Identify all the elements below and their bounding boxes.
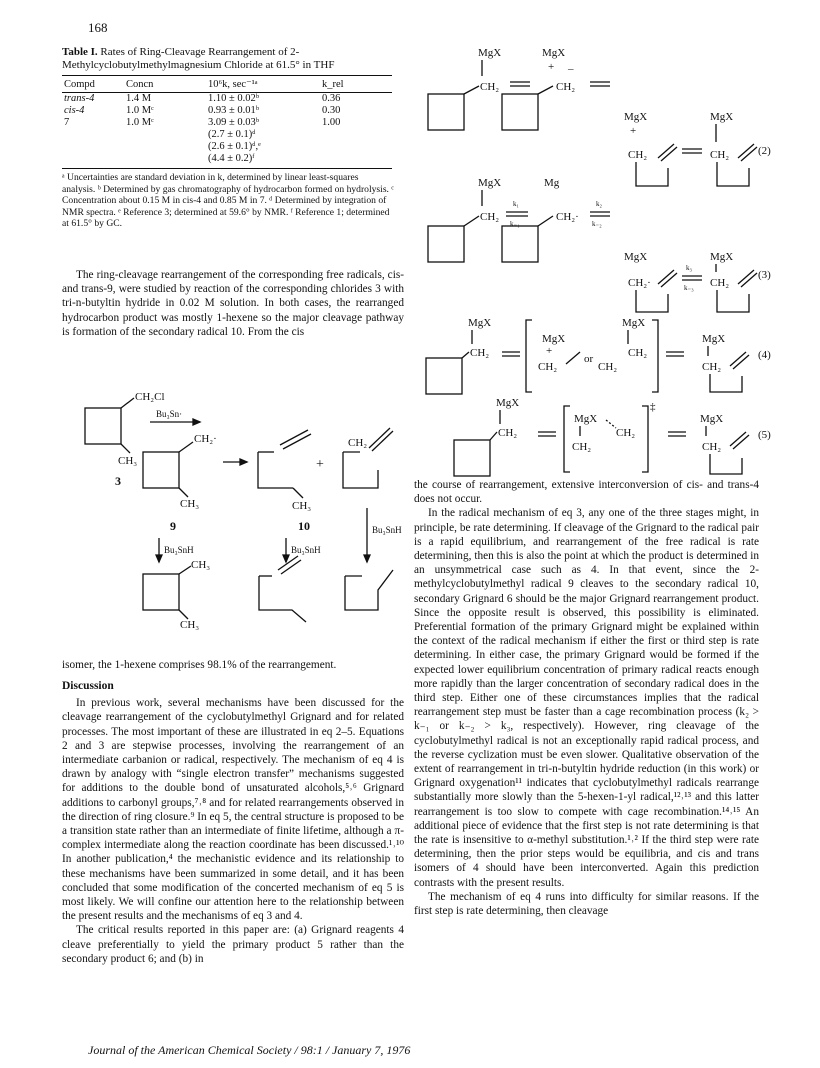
svg-text:MgX: MgX [542, 47, 566, 59]
right-text [414, 478, 759, 918]
plus-sign: + [316, 457, 324, 472]
svg-text:k₂: k₂ [596, 200, 602, 208]
table-header: Concn [124, 76, 206, 93]
left-para-1: The ring-cleavage rearrangement of the corresponding free radicals, cis- and trans-9, were studied by reaction of the corresponding chlorides 3 with tri-n-butyltin hydride in 0.02 M solution. In both cases, the rearranged hydrocarbon product was mostly 1-hexene so the major cleavage pathway is formation of the secondary radical 10. From the cis [62, 269, 404, 338]
svg-text:MgX: MgX [622, 317, 646, 329]
reagent-bu3snh: Bu₃SnH [164, 545, 194, 555]
svg-text:‡: ‡ [650, 401, 656, 413]
eq-number-2: (2) [758, 145, 771, 157]
svg-text:MgX: MgX [700, 413, 724, 425]
svg-text:+: + [630, 125, 637, 137]
ch3-label: CH₃ [292, 500, 312, 512]
svg-text:k₁: k₁ [513, 200, 519, 208]
cyclobutane-ring [428, 226, 464, 262]
right-para-3: The mechanism of eq 4 runs into difficulty for similar reasons. If the first step is rate determining, then cleavage [414, 890, 759, 918]
eq-number-3: (3) [758, 269, 771, 281]
svg-text:CH₂: CH₂ [470, 347, 490, 359]
eq-number-4: (4) [758, 349, 771, 361]
svg-text:CH₂: CH₂ [628, 149, 648, 161]
cyclobutane-ring [426, 358, 462, 394]
eq-number-5: (5) [758, 429, 771, 441]
svg-text:k₋₂: k₋₂ [592, 220, 602, 228]
svg-text:MgX: MgX [574, 413, 598, 425]
svg-text:MgX: MgX [496, 397, 520, 409]
cyclobutane-ring-3 [85, 408, 121, 444]
svg-text:k₃: k₃ [686, 264, 692, 272]
ch3-label: CH₃ [118, 455, 138, 467]
left-text-lower [62, 658, 404, 966]
left-para-4: The critical results reported in this paper are: (a) Grignard reagents 4 cleave preferentially to yield the primary product 5 rather than the secondary product 6; and (b) in [62, 924, 404, 965]
svg-text:CH₂: CH₂ [556, 81, 576, 93]
ch3-label: CH₃ [180, 619, 200, 631]
svg-text:MgX: MgX [624, 251, 648, 263]
table-block [62, 46, 404, 230]
svg-text:CH₂: CH₂ [628, 347, 648, 359]
table-row: cis-4 1.0 Mᶜ 0.93 ± 0.01ᵇ 0.30 [64, 105, 341, 116]
table-header: Compd [62, 76, 124, 93]
cyclobutane-ring-9 [143, 452, 179, 488]
compound-label-9: 9 [170, 519, 176, 533]
svg-text:CH₂·: CH₂· [628, 277, 651, 289]
svg-text:CH₂·: CH₂· [556, 211, 579, 223]
reagent-bu3snh: Bu₃SnH [372, 525, 402, 535]
equation-4 [420, 316, 775, 396]
svg-text:CH₂: CH₂ [616, 427, 636, 439]
cyclobutane-ring [502, 226, 538, 262]
cyclobutane-ring [454, 440, 490, 476]
compound-label-10: 10 [298, 519, 310, 533]
reagent-bu3snh: Bu₃SnH [291, 545, 321, 555]
svg-text:CH₂: CH₂ [498, 427, 518, 439]
journal-footer: Journal of the American Chemical Society / 98:1 / January 7, 1976 [88, 1043, 411, 1057]
radical-scheme [60, 390, 410, 650]
right-para-2: In the radical mechanism of eq 3, any one of the three stages might, in principle, be rate determining. If cleavage of the Grignard to the radical pair is a rapid equilibrium, and rearrangement of the free radical is rate determining, then this is also the point at which the product is determined in an unsymmetrical case such as 4. In that event, since the 2-methylcyclobutylmethyl radical 9 cleaves to the secondary radical 10, secondary Grignard 6 should be the major Grignard rearrangement product. Since the opposite result is observed, this possibility is eliminated. Preferential formation of the primary Grignard might be explained within the context of the radical mechanism if either the first or third step is rate determining. In either case, the primary Grignard would be formed if the expected lower equilibrium concentration of primary radical reacts enough more rapidly than the larger concentration of secondary radical does in the third step. Either one of these circumstances implies that the radical rearrangement step must be faster than a cage recombination process (k₂ > k₋₁ or k₋₂ > k₃, respectively). However, ring cleavage of the cyclobutylmethyl radical is not an exceptionally rapid radical process, and the reverse cyclization must be even slower. Qualitative observation of the extent of rearrangement in tri-n-butyltin hydride reduction (in this work) or Grignard oxygenation¹¹ indicates that cyclobutylmethyl radicals rearrange substantially more slowly than the 5-hexen-1-yl radical,¹²˒¹³ and this latter rearrangement is too slow to compete with cage recombination.¹⁴˒¹⁵ An additional piece of evidence that the first step is not rate determining is that the rate is insensitive to α-methyl substitution.¹˒² If the third step were rate determining, then the prior steps would be equilibria, and cis and trans isomers of 4 should have been interconverted. Again this prediction contrasts with the present results. [414, 507, 759, 889]
svg-text:–: – [568, 63, 574, 75]
table-row: (4.4 ± 0.2)ᶠ [62, 153, 392, 169]
svg-text:MgX: MgX [702, 333, 726, 345]
equation-3 [420, 176, 775, 316]
svg-text:CH₂: CH₂ [702, 441, 722, 453]
left-para-3: In previous work, several mechanisms have been discussed for the cleavage rearrangement of the cyclobutylmethyl Grignard and for related processes. The most important of these are illustrated in eq 2–5. Equations 2 and 3 are stepwise processes, involving the rearrangement of an intermediate carbanion or radical, respectively. The mechanism of eq 4 is drawn by analogy with “single electron transfer” mechanisms suggested for additions to the double bond of unsaturated alcohols,⁵˒⁶ Grignard additions to carbonyl groups,⁷˒⁸ and for related rearrangements observed in the direction of ring closure.⁹ In eq 5, the central structure is proposed to be a transition state rather than an intermediate of finite lifetime, although a π-complex intermediate along the reaction coordinate has been discussed.¹˒¹⁰ In another publication,⁴ the mechanistic evidence and its relationship to these mechanisms have been summarized in some detail, and it has been concluded that some modification of the concerted mechanism of eq 5 is most likely. We will confine our attention here to the relationship between the present results and the mechanisms of eq 3 and 4. [62, 697, 404, 923]
svg-text:CH₂: CH₂ [598, 361, 618, 373]
cyclobutane-product [143, 574, 179, 610]
svg-text:MgX: MgX [710, 111, 734, 123]
table-row: 7 1.0 Mᶜ 3.09 ± 0.03ᵇ 1.00 [64, 117, 341, 128]
svg-text:MgX: MgX [624, 111, 648, 123]
ch2-radical-label: CH₂· [194, 433, 217, 445]
table-title: Table I. Rates of Ring-Cleavage Rearrangement of 2-Methylcyclobutylmethylmagnesium Chloride at 61.5° in THF [62, 46, 335, 71]
cyclobutane-ring [428, 94, 464, 130]
svg-text:MgX: MgX [710, 251, 734, 263]
rates-table [62, 75, 392, 169]
svg-text:CH₂: CH₂ [480, 81, 500, 93]
table-row: (2.7 ± 0.1)ᵈ [208, 129, 256, 140]
left-para-2: isomer, the 1-hexene comprises 98.1% of the rearrangement. [62, 659, 337, 671]
svg-text:MgX: MgX [478, 47, 502, 59]
right-para-1: the course of rearrangement, extensive interconversion of cis- and trans-4 does not occur. [414, 479, 759, 506]
table-footnote: ᵃ Uncertainties are standard deviation in k, determined by linear least-squares analysis. ᵇ Determined by gas chromatography of hydrocarbon formed on hydrolysis. ᶜ Concentration about 0.15 M in cis-4 and 0.85 M in 7. ᵈ Determined by integration of NMR spectra. ᵉ Reference 3; determined at 59.6° by NMR. ᶠ Reference 1; determined at 61.5° by GC. [62, 172, 394, 230]
ch3-label: CH₃ [180, 498, 200, 510]
table-header: k_rel [320, 76, 392, 93]
ch2-label: CH₂ [348, 437, 368, 449]
svg-text:MgX: MgX [478, 177, 502, 189]
svg-text:CH₂: CH₂ [710, 149, 730, 161]
svg-text:CH₂: CH₂ [480, 211, 500, 223]
svg-text:CH₂: CH₂ [538, 361, 558, 373]
svg-text:MgX: MgX [468, 317, 492, 329]
page-number: 168 [88, 20, 108, 35]
cyclobutane-ring [502, 94, 538, 130]
ch3-label: CH₃ [191, 559, 211, 571]
reagent-bu3sn: Bu₃Sn· [156, 409, 183, 419]
ch2cl-label: CH₂Cl [135, 391, 165, 403]
svg-text:+: + [548, 61, 555, 73]
table-row: trans-4 1.4 M 1.10 ± 0.02ᵇ 0.36 [64, 93, 341, 104]
equation-5 [420, 396, 775, 478]
section-heading: Discussion [62, 680, 114, 693]
svg-text:+: + [546, 345, 553, 357]
compound-label-3: 3 [115, 474, 121, 488]
svg-text:CH₂: CH₂ [702, 361, 722, 373]
svg-text:MgX: MgX [542, 333, 566, 345]
equation-2 [420, 46, 775, 191]
svg-text:k₋₁: k₋₁ [510, 220, 520, 228]
svg-text:k₋₃: k₋₃ [684, 284, 694, 292]
table-header: 10⁶k, sec⁻¹ᵃ [206, 76, 320, 93]
svg-text:or: or [584, 353, 594, 365]
svg-text:CH₂: CH₂ [572, 441, 592, 453]
svg-text:Mg: Mg [544, 177, 560, 189]
svg-text:CH₂: CH₂ [710, 277, 730, 289]
table-row: (2.6 ± 0.1)ᵈ,ᵉ [208, 141, 261, 152]
